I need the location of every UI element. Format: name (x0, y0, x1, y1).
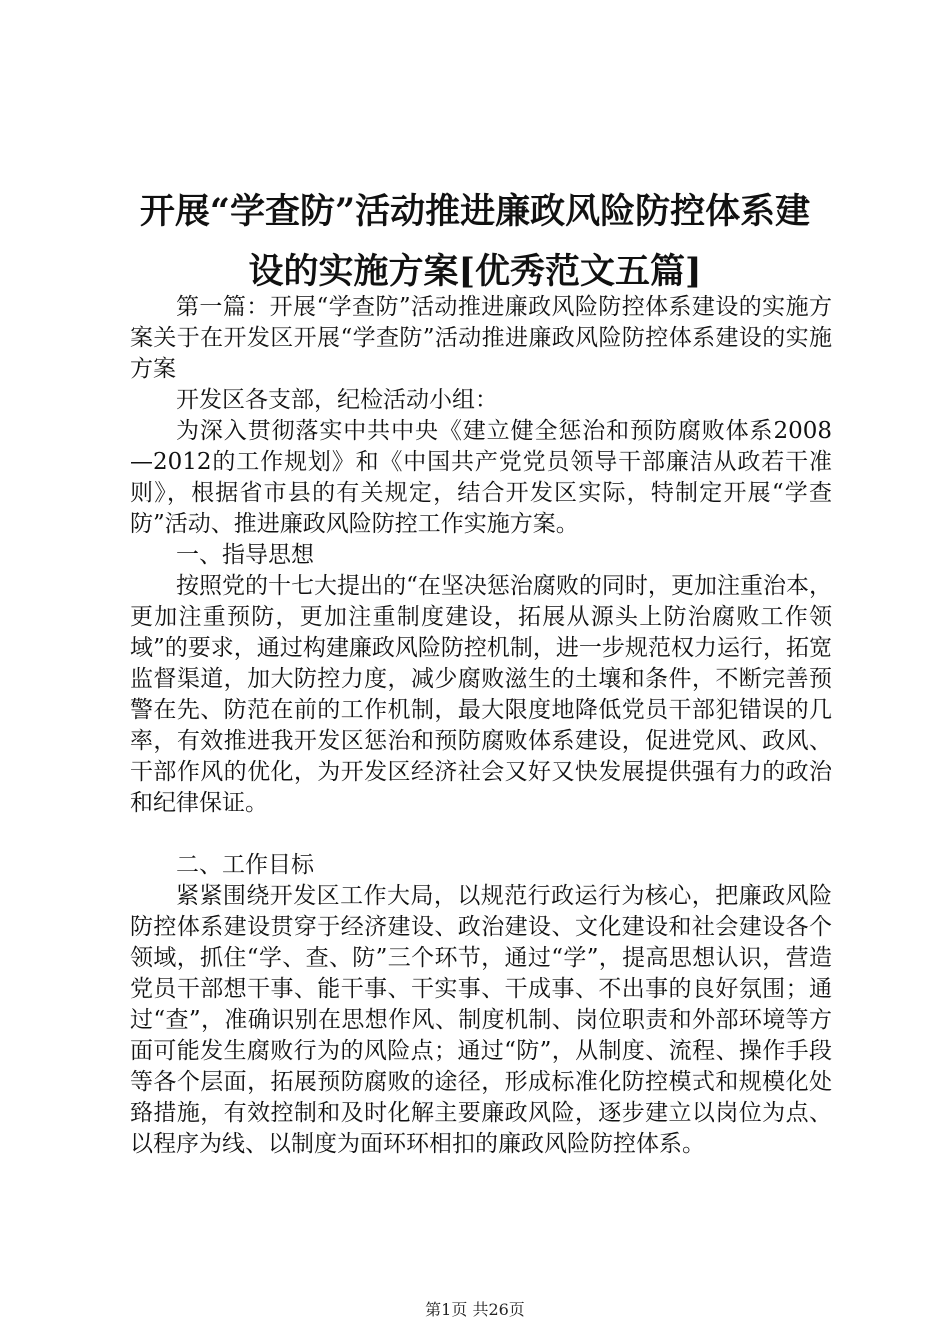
paragraph-salutation: 开发区各支部，纪检活动小组： (176, 387, 498, 413)
section-heading-guiding-ideology: 一、指导思想 (176, 542, 314, 568)
document-title-line-1: 开展“学查防”活动推进廉政风险防控体系建 (139, 191, 811, 232)
paragraph-work-goals: 紧紧围绕开发区工作大局，以规范行政运行为核心，把廉政风险防控体系建设贯穿于经济建设、政治建设、文化建设和社会建设各个领域，抓住“学、查、防”三个环节，通过“学”，提高思想认识，营造党员干部想干事、能干事、干实事、干成事、不出事的良好氛围；通过“查”，准确识别在思想作风、制度机制、岗位职责和外部环境等方面可能发生腐败行为的风险点；通过“防”，从制度、流程、操作手段等各个层面，拓展预防腐败的途径，形成标准化防控模式和规模化处臵措施，有效控制和及时化解主要廉政风险，逐步建立以岗位为点、以程序为线、以制度为面环环相扣的廉政风险防控体系。 (130, 883, 832, 1157)
paragraph-guiding-ideology: 按照党的十七大提出的“在坚决惩治腐败的同时，更加注重治本，更加注重预防，更加注重制度建设，拓展从源头上防治腐败工作领域”的要求，通过构建廉政风险防控机制，进一步规范权力运行，拓宽监督渠道，加大防控力度，减少腐败滋生的土壤和条件，不断完善预警在先、防范在前的工作机制，最大限度地降低党员干部犯错误的几率，有效推进我开发区惩治和预防腐败体系建设，促进党风、政风、干部作风的优化，为开发区经济社会又好又快发展提供强有力的政治和纪律保证。 (130, 573, 832, 816)
paragraph-purpose: 为深入贯彻落实中共中央《建立健全惩治和预防腐败体系2008—2012的工作规划》和《中国共产党党员领导干部廉洁从政若干准则》，根据省市县的有关规定，结合开发区实际，特制定开展“学查防”活动、推进廉政风险防控工作实施方案。 (130, 418, 832, 537)
document-body (130, 292, 832, 1160)
paragraph-spacer (130, 819, 832, 850)
section-heading-work-goals: 二、工作目标 (176, 852, 314, 878)
document-title-line-2: 设的实施方案[优秀范文五篇] (248, 251, 702, 292)
paragraph-chapter-intro: 第一篇：开展“学查防”活动推进廉政风险防控体系建设的实施方案关于在开发区开展“学查防”活动推进廉政风险防控体系建设的实施方案 (130, 294, 832, 382)
page-indicator: 第1页 共26页 (425, 1300, 525, 1319)
